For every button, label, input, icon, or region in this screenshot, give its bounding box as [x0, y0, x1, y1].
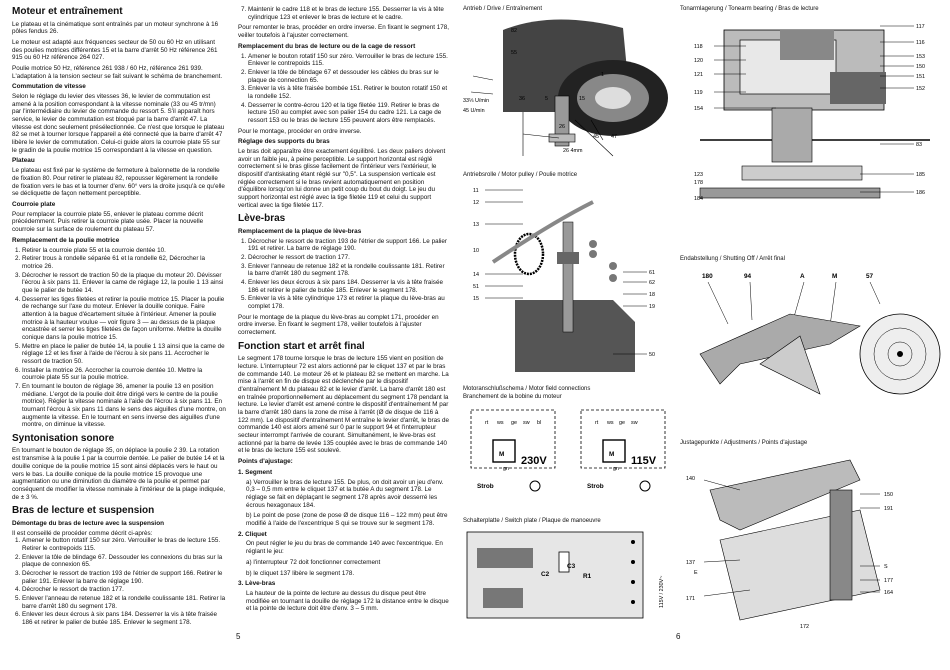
label-shutoff: 57 — [866, 273, 874, 280]
label-motor: M — [609, 451, 615, 458]
paragraph: Pour le montage, procéder en ordre inverse. — [238, 127, 362, 135]
label-motor: sw — [631, 420, 638, 426]
label-drive: 26 — [559, 124, 565, 130]
label-pulley: 61 — [649, 270, 655, 276]
label-tonearm: 152 — [916, 86, 925, 92]
page-number: 6 — [676, 632, 681, 641]
list-item: 4. Desserrer le contre-écrou 120 et la tige filetée 119. Retirer le bras de lecture 150 au complet avec son palier 154 du cadre 121. La cage de ressort 153 ou le bras de lecture 155 peuvent alors être remplacés. — [248, 102, 450, 125]
steps-demontage — [12, 537, 226, 626]
label-drive: 5 — [545, 96, 548, 102]
label-pulley: 15 — [473, 296, 479, 302]
paragraph: L'adaptation à la tension secteur se fait suivant le schéma de branchement. — [12, 72, 223, 80]
label-pulley: 13 — [473, 222, 479, 228]
label-adjust: 171 — [686, 596, 695, 602]
subheading-plaque: Remplacement de la plaque de lève-bras — [238, 227, 362, 235]
label-tonearm: 151 — [916, 74, 925, 80]
pulley-diagram — [463, 182, 673, 374]
list-item: 3. Décrocher le ressort de traction 193 de l'étrier de support 166. Retirer le palier 191. Enlever la barre de réglage 190. — [22, 570, 226, 585]
motor-diagram — [463, 404, 675, 508]
label-motor: 115V — [631, 455, 657, 467]
paragraph: a) Verrouiller le bras de lecture 155. De plus, on doit avoir un jeu d'env. 0,3 – 0,5 mm entre le cliquet 137 et la butée A du segment 178. Le réglage se fait en déplaçant le segment 178 après avoir desserré les écrous hexagonaux 184. — [246, 478, 444, 509]
label-drive: 15 — [579, 96, 585, 102]
label-adjust: 137 — [686, 560, 695, 566]
label-tonearm: 121 — [694, 72, 703, 78]
label-drive: 45 — [593, 134, 599, 140]
label-motor: sw — [523, 420, 530, 426]
label-adjust: 150 — [884, 492, 893, 498]
label-drive: 33⅓ U/min — [463, 98, 490, 104]
paragraph: a) l'interrupteur 72 doit fonctionner correctement — [246, 558, 381, 566]
label-motor: Strob — [587, 483, 604, 490]
label-tonearm: 117 — [916, 24, 925, 30]
adjust-diagram — [680, 450, 942, 636]
label-shutoff: A — [800, 273, 805, 280]
paragraph: On peut régler le jeu du bras de commande 140 avec l'excentrique. En réglant le jeu: — [246, 540, 443, 556]
page-number: 5 — [236, 632, 241, 641]
heading-levebras: Lève-bras — [238, 213, 286, 225]
label-pulley: 12 — [473, 200, 479, 206]
steps-ressort — [238, 53, 450, 125]
list-item: 3. Enlever l'anneau de retenue 182 et la rondelle coulissante 181. Retirer la barre d'arrêt 180 du segment 178. — [248, 263, 450, 278]
label-tonearm: 83 — [916, 142, 922, 148]
list-item: 6. Installer la motrice 26. Accrocher la courroie dentée 10. Mettre la courroie plate 55 sur la poulie motrice. — [22, 367, 226, 382]
list-item: 6. Enlever les deux écrous à six pans 184. Desserrer la vis à tête fraisée 186 et retirer le palier de butée 185. Enlever le segment 178. — [22, 611, 226, 626]
subheading-commutation: Commutation de vitesse — [12, 83, 86, 91]
label-shutoff: M — [832, 273, 838, 280]
caption-switch: Schalterplatte / Switch plate / Plaque de manoeuvre — [463, 518, 601, 524]
subheading-segment: 1. Segment — [238, 468, 273, 476]
column-1 — [12, 6, 226, 630]
switch-diagram — [463, 528, 675, 624]
label-tonearm: 120 — [694, 58, 703, 64]
caption-tonearm: Tonarmlagerung / Tonearm bearing / Bras de lecture — [680, 6, 819, 12]
label-pulley: 62 — [649, 280, 655, 286]
subheading-demontage: Démontage du bras de lecture avec la suspension — [12, 519, 165, 527]
paragraph: Pour remplacer la courroie plate 55, enlever le plateau comme décrit précédemment. Puis retirer la courroie plate usée. Placer la nouvelle courroie sur la surface de roulement du plateau 57. — [12, 210, 204, 234]
steps-cont — [238, 6, 450, 21]
label-tonearm: 154 — [694, 106, 703, 112]
label-switch: C3 — [567, 563, 576, 570]
heading-fonction: Fonction start et arrêt final — [238, 340, 365, 352]
caption-drive: Antrieb / Drive / Entraînement — [463, 6, 543, 12]
label-drive: 36 — [519, 96, 525, 102]
label-motor: Strob — [477, 483, 494, 490]
label-adjust: 172 — [800, 624, 809, 630]
subheading-ressort: Remplacement du bras de lecture ou de la cage de ressort — [238, 42, 416, 50]
label-motor: M — [499, 451, 505, 458]
label-drive: 45 U/min — [463, 108, 485, 114]
subheading-cliquet: 2. Cliquet — [238, 530, 267, 538]
label-tonearm: 118 — [694, 44, 703, 50]
label-motor: ws — [607, 420, 614, 426]
list-item: 2. Enlever la tôle de blindage 67 et dessouder les câbles du bras sur le plaque de connection 65. — [248, 69, 450, 84]
label-tonearm: 116 — [916, 40, 925, 46]
label-drive: 26 4mm — [563, 148, 583, 154]
paragraph: Pour le montage de la plaque du lève-bras au complet 171, procéder en ordre inverse. En fixant le segment 178, veiller toutefois à l'ajuster correctement. — [238, 313, 439, 337]
paragraph: Poulie motrice 50 Hz, référence 261 938 / 60 Hz, référence 261 939. — [12, 64, 203, 72]
list-item: 5. Enlever l'anneau de retenue 182 et la rondelle coulissante 181. Retirer la barre d'arrêt 180 du segment 178. — [22, 595, 226, 610]
label-motor: rt — [595, 420, 599, 426]
label-tonearm: 150 — [916, 64, 925, 70]
label-switch: C2 — [541, 571, 550, 578]
heading-bras: Bras de lecture et suspension — [12, 505, 155, 517]
paragraph: Il est conseillé de procéder comme décrit ci-après: — [12, 529, 153, 537]
label-motor: 230V — [521, 455, 547, 467]
label-adjust: E — [694, 570, 698, 576]
label-tonearm: 186 — [916, 190, 925, 196]
list-item: 2. Enlever la tôle de blindage 67. Dessouder les connexions du bras sur la plaque de connexion 65. — [22, 554, 226, 569]
drive-diagram — [463, 16, 673, 166]
label-drive: 82 — [511, 28, 517, 34]
label-tonearm: 185 — [916, 172, 925, 178]
paragraph: Selon le réglage du levier des vitesses 36, le levier de commutation est amené à la position correspondant à la vitesse nominale (33 ou 45 tr/mn) par l'intermédiaire du levier de commande du ressort 5. S'il apparaît hors service, le levier de commutation est bloqué par la barre d'arrêt 47. La vitesse est donc seulement présélectionnée. Ce n'est que lorsque le plateau 82 se met à tourner lorsque l'appareil a été connecté que la barre d'arrêt 47 libère le levier de commutation. Celui-ci guide alors la courroie plate 55 sur le gradin de la poulie motrice 15 correspondant à la vitesse en question. — [12, 93, 225, 154]
list-item: 2. Décrocher le ressort de traction 177. — [248, 254, 450, 262]
label-switch: 115V / 230V~ — [659, 575, 665, 608]
label-pulley: 11 — [473, 188, 479, 194]
tonearm-diagram — [680, 16, 942, 212]
list-item: 4. Desserrer les tiges filetées et retirer la poulie motrice 15. Placer la poulie de rechange sur l'axe du moteur. Enlever la douille conique. Faire attention à la bague d'écartement située à l'intérieur. Amener la poulie motrice à la hauteur voulue — voir figure 3 — au dessus de la plaque encastrée et serrer les tiges filetées de façon uniforme. Mettre la douille conique dans la poulie motrice 15. — [22, 296, 226, 342]
label-shutoff: 94 — [744, 273, 752, 280]
paragraph: Le segment 178 tourne lorsque le bras de lecture 155 vient en position de lecture. L'interrupteur 72 est alors actionné par le cliquet 137 et par le bras de commande 140. Le moteur 26 et le plateau 82 se mettent en marche. La mise à l'arrêt en fin de disque est déclenchée par le dispositif d'entraînement M du plateau 82 et le levier d'arrêt. La barre d'arrêt 180 est en traînée proportionnellement au déplacement du segment 178 pendant la lecture. Le levier d'arrêt est amené contre le dispositif d'entraînement M par la barre d'arrêt 180 dans la zone de mise à l'arrêt (Ø de disque de 116 à 122 mm). Le dispositif d'entraînement M entraîne le levier d'arrêt, le bras de commande 140 est alors amené sur 0 par le support 94 et l'interrupteur secteur interrompt l'arrivée de courant. Simultanément, le lève-bras est actionné par la barre de levée 135 couplée avec le bras de commande 140 et le bras de lecture 155 est soulevé. — [238, 355, 450, 455]
subheading-reglage: Réglage des supports du bras — [238, 138, 330, 146]
caption-motor: Motoranschlußschema / Motor field connections — [463, 386, 591, 392]
caption-pulley: Antriebsrolle / Motor pulley / Poulie motrice — [463, 172, 578, 178]
subheading-courroie: Courroie plate — [12, 200, 56, 208]
label-drive: 1 — [601, 72, 604, 78]
list-item: 1. Retirer la courroie plate 55 et la courroie dentée 10. — [22, 247, 226, 255]
label-drive: 47 — [611, 134, 617, 140]
list-item: 7. En tournant le bouton de réglage 36, amener la poulie 13 en position médiane. L'ergot de la poulie doit être dirigé vers le centre de la poulie motrice). Régler la vitesse nominale à l'aide de l'écrou à six pans 11. En tournant l'écrou à six pans 11 dans le sens des aiguilles d'une montre, on augmente la vitesse. En le tournant en sens inverse des aiguilles d'une montre, on diminue la vitesse. — [22, 383, 226, 429]
list-item: 4. Décrocher le ressort de traction 177. — [22, 586, 226, 594]
list-item: 5. Enlever la vis à tête cylindrique 173 et retirer la plaque du lève-bras au complet 178. — [248, 295, 450, 310]
label-adjust: 191 — [884, 506, 893, 512]
label-tonearm: 178 — [694, 180, 703, 186]
paragraph: Le bras doit apparaître être exactement équilibré. Les deux paliers doivent avoir un faible jeu, à peine perceptible. Le support horizontal est réglé correctement si le bras glisse facilement de l'intérieur vers l'extérieur, le dispositif d'antiskating étant réglé sur "0,5". La suspension verticale est réglée correctement si le bras revient automatiquement en position d'équilibre lorsqu'on lui donne un petit coup du bout du doigt. Le jeu du support horizontal est réglé avec la tige filetée 119 et celui du support vertical avec la tige filetée 117. — [238, 148, 446, 209]
caption-shutoff: Endabstellung / Shutting Off / Arrêt final — [680, 256, 785, 262]
paragraph: Le plateau est fixé par le système de fermeture à baïonnette de la rondelle de fixation 80. Pour retirer le plateau 82, repousser légèrement la rondelle de fixation vers le bas et la tourner d'env. 60° vers la droite jusqu'à ce qu'elle se décliquette de façon nettement perceptible. — [12, 167, 225, 198]
label-pulley: 14 — [473, 272, 479, 278]
label-pulley: 51 — [473, 284, 479, 290]
label-switch: R1 — [583, 573, 592, 580]
paragraph: Le plateau et la cinématique sont entraînés par un moteur synchrone à 16 pôles fendus 26. — [12, 20, 219, 36]
list-item: 7. Maintenir le cadre 118 et le bras de lecture 155. Desserrer la vis à tête cylindrique 123 et enlever le bras de lecture et le cadre. — [248, 6, 450, 21]
label-pulley: 18 — [649, 292, 655, 298]
list-item: 2. Retirer trous à rondelle séparée 61 et la rondelle 62, Décrocher la motrice 26. — [22, 255, 226, 270]
heading-moteur: Moteur et entraînement — [12, 6, 123, 17]
steps-poulie — [12, 247, 226, 429]
label-pulley: 10 — [473, 248, 479, 254]
subheading-points: Points d'ajustage: — [238, 458, 293, 466]
list-item: 3. Décrocher le ressort de traction 50 de la plaque du moteur 20. Dévisser l'écrou à six pans 11. Enlever la came de réglage 12, la poulie 1 13 ainsi que le palier de butée 14. — [22, 272, 226, 295]
paragraph: b) Le point de pose (zone de pose Ø de disque 116 – 122 mm) peut être modifié à l'aide de l'excentrique S qui se trouve sur le segment 178. — [246, 512, 448, 527]
label-tonearm: 153 — [916, 54, 925, 60]
label-tonearm: 184 — [694, 196, 703, 202]
paragraph: Le moteur est adapté aux fréquences secteur de 50 ou 60 Hz en utilisant des poulies motrices différentes 15 et la barre d'arrêt 50 Hz référence 261 915 ou 60 Hz référence 264 027. — [12, 38, 218, 62]
list-item: 5. Mettre en place le palier de butée 14, la poulie 1 13 ainsi que la came de réglage 12 et les fixer à l'aide de l'écrou à six pans 11. Accrocher le ressort de traction 50. — [22, 343, 226, 366]
list-item: 3. Enlever la vis à tête fraisée bombée 151. Retirer le bouton rotatif 150 et la rondelle 152. — [248, 85, 450, 100]
label-pulley: 50 — [649, 352, 655, 358]
list-item: 1. Décrocher le ressort de traction 193 de l'étrier de support 166. Le palier 191 et retirer. La barre de réglage 190. — [248, 238, 450, 253]
label-adjust: 140 — [686, 476, 695, 482]
list-item: 1. Amener le button rotatif 150 sur zéro. Verrouiller le bras de lecture 155. Retirer le contrepoids 115. — [22, 537, 226, 552]
heading-syntonisation: Syntonisation sonore — [12, 432, 115, 444]
caption-adjust: Justagepunkte / Adjustments / Points d'ajustage — [680, 440, 808, 446]
label-motor: rt — [485, 420, 489, 426]
label-motor: ws — [497, 420, 504, 426]
paragraph: La hauteur de la pointe de lecture au dessus du disque peut être modifiée en tournant la douille de réglage 172 la distance entre le disque et la pointe de lecture doit être d'env. 3 – 5 mm. — [246, 589, 449, 613]
label-adjust: 177 — [884, 578, 893, 584]
label-shutoff: 180 — [702, 273, 713, 280]
label-motor: gn — [613, 466, 619, 472]
paragraph: b) le cliquet 137 libère le segment 178. — [246, 569, 355, 577]
list-item: 1. Amener le bouton rotatif 150 sur zéro. Verrouiller le bras de lecture 155. Enlever le contrepoids 115. — [248, 53, 450, 68]
caption-motor-2: Branchement de la bobine du moteur — [463, 394, 562, 400]
label-tonearm: 123 — [694, 172, 703, 178]
subheading-levebras: 3. Lève-bras — [238, 580, 276, 588]
subheading-plateau: Plateau — [12, 157, 35, 165]
label-adjust: S — [884, 564, 888, 570]
label-motor: ge — [511, 420, 517, 426]
paragraph: Pour remonter le bras, procéder en ordre inverse. En fixant le segment 178, veiller toutefois à l'ajuster correctement. — [238, 24, 450, 40]
steps-plaque — [238, 238, 450, 311]
label-motor: gn — [503, 466, 509, 472]
label-adjust: 164 — [884, 590, 893, 596]
label-motor: bl — [537, 420, 542, 426]
label-motor: ge — [619, 420, 625, 426]
shutoff-diagram — [680, 264, 942, 414]
subheading-remplacement: Remplacement de la poulie motrice — [12, 236, 120, 244]
column-2 — [238, 6, 450, 616]
paragraph: En tournant le bouton de réglage 35, on déplace la poulie 2 39. La rotation est transmise à la poulie 1 par la courroie dentée. Le palier de butée 14 et la douille conique de la poulie motrice 15 sont ainsi déplacés vers le haut ou vers le bas. La douille conique de la poulie motrice 15 provoque une augmentation ou une diminution du diamètre de la poulie et permet par conséquent de modifier la vitesse nominale à l'intérieur de la plage indiquée, de ± 3 %. — [12, 447, 225, 501]
label-tonearm: 119 — [694, 90, 703, 96]
list-item: 4. Enlever les deux écrous à six pans 184. Desserrer la vis à tête fraisée 186 et retirer le palier de butée 185. Enlever le segment 178. — [248, 279, 450, 294]
label-pulley: 19 — [649, 304, 655, 310]
label-drive: 55 — [511, 50, 517, 56]
